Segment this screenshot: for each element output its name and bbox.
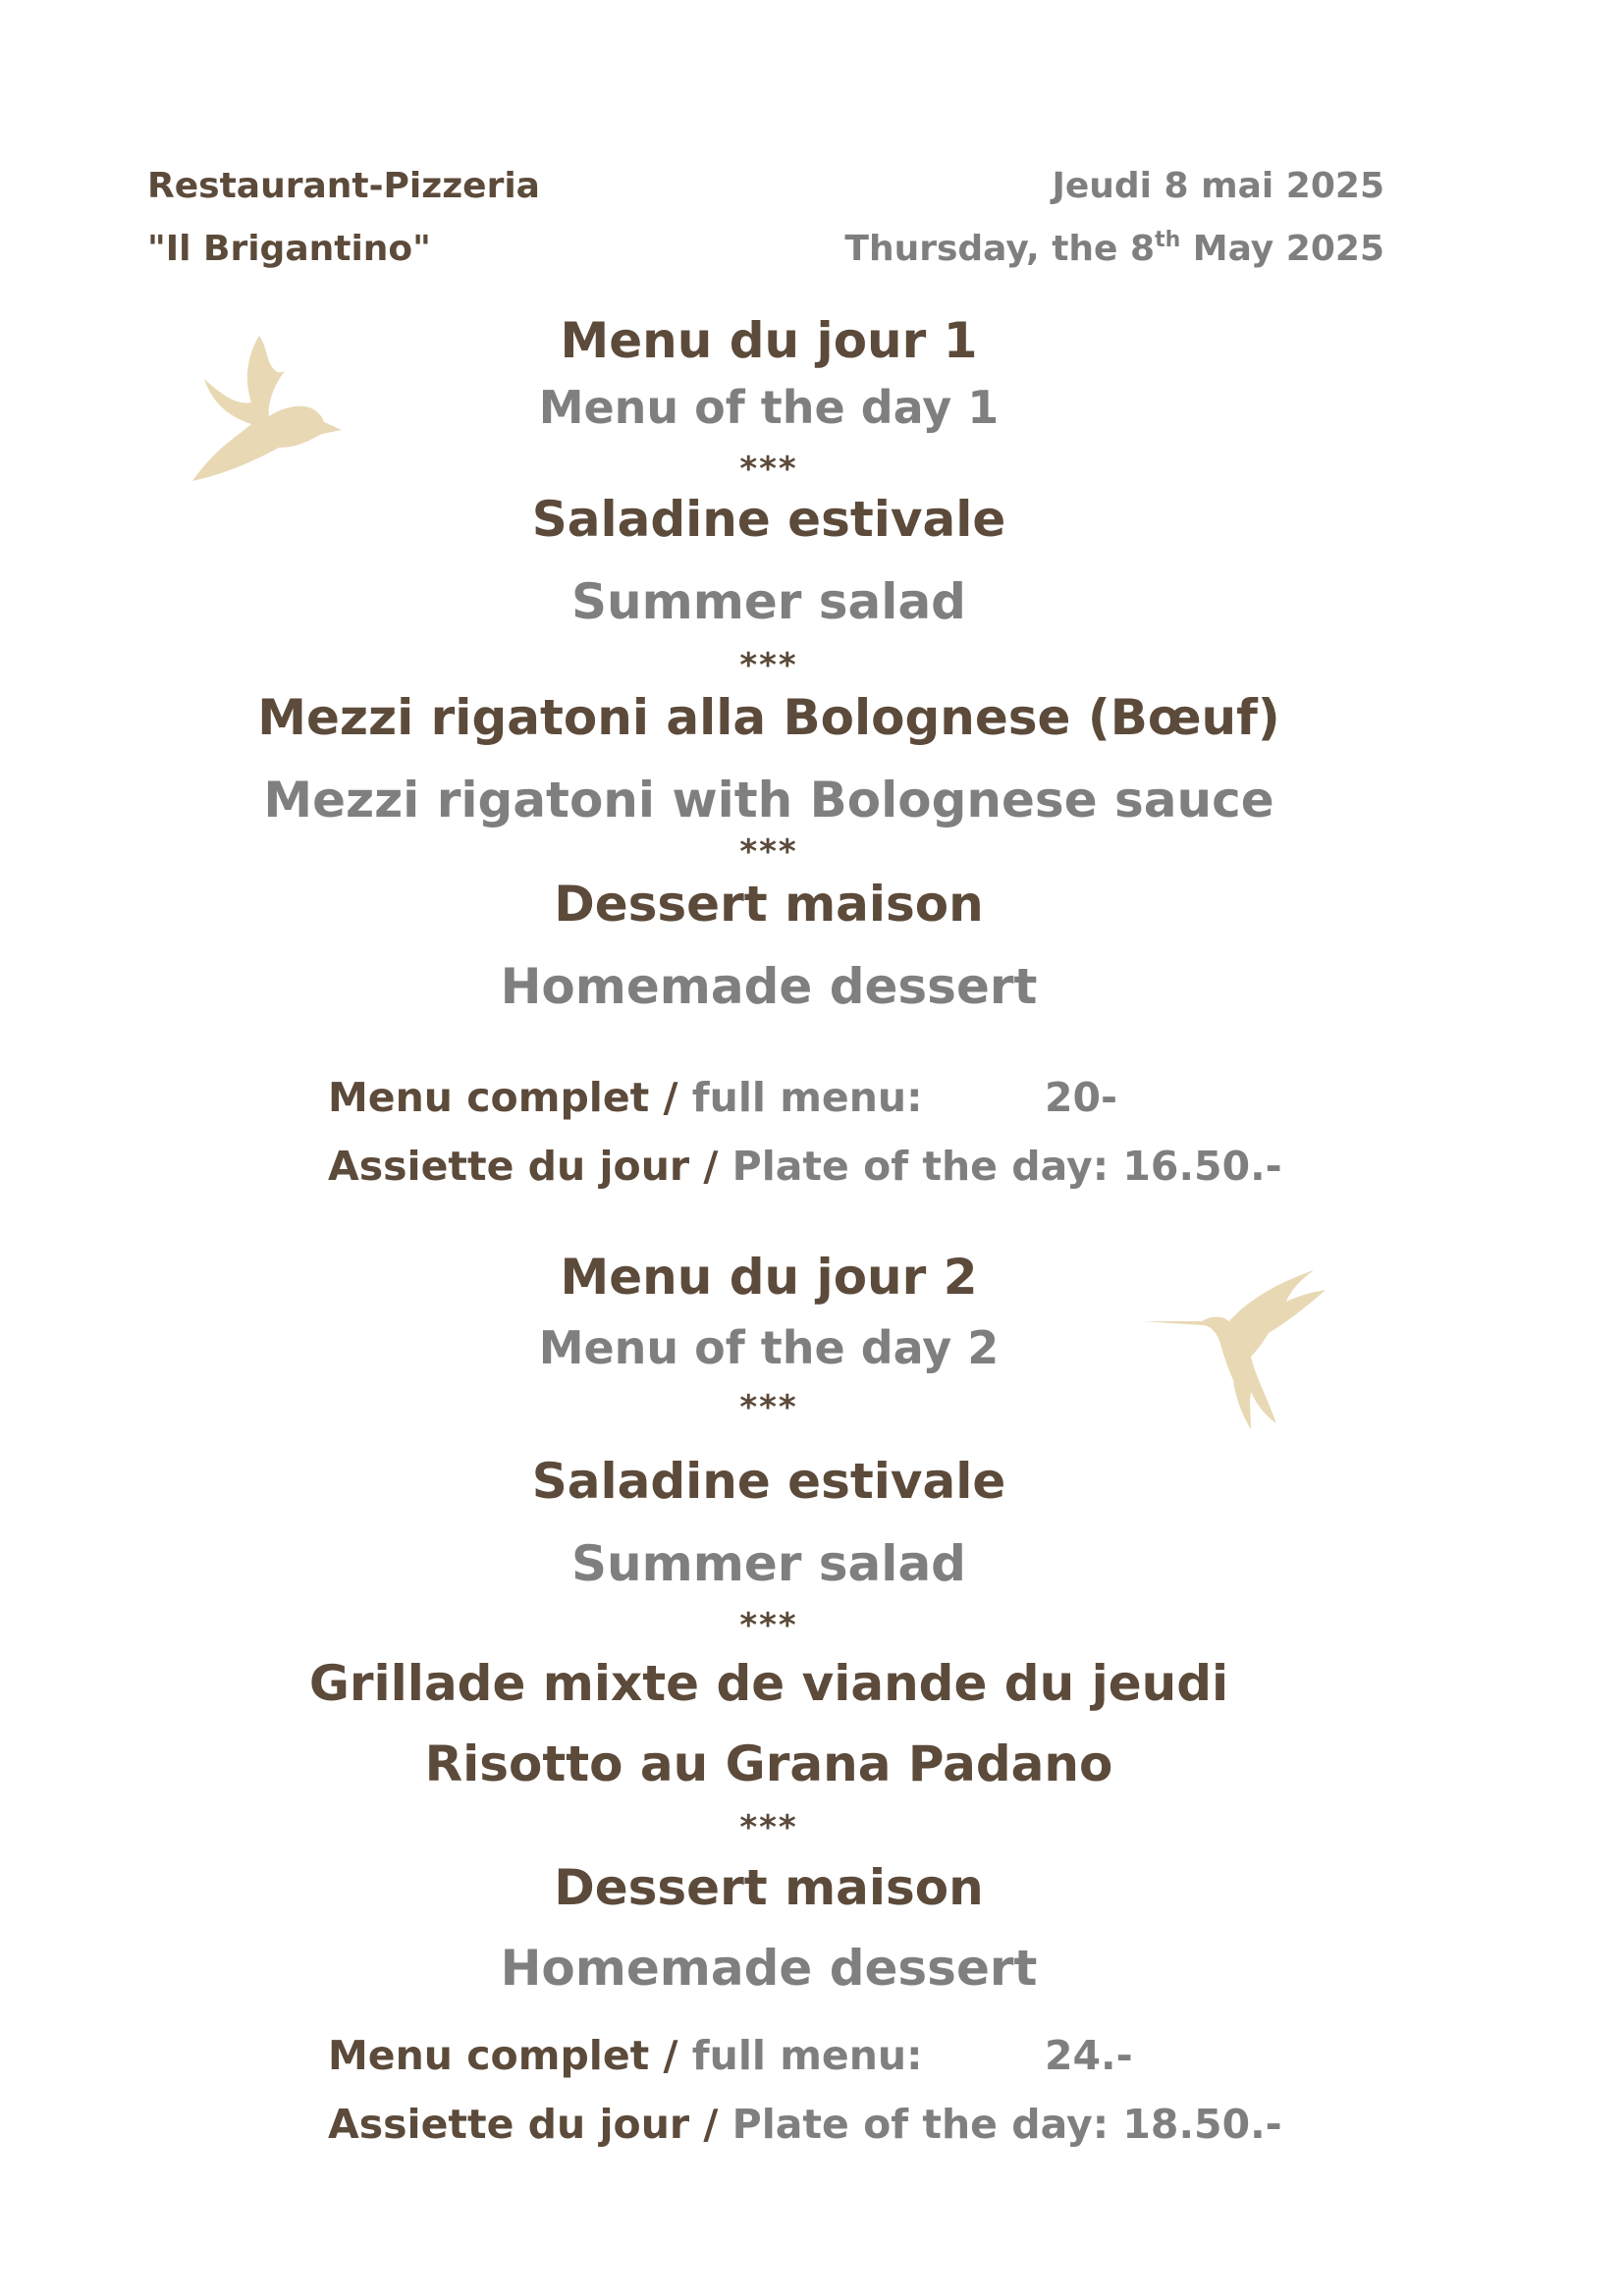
menu1-plate-price: 16.50.- (1122, 1143, 1282, 1190)
menu2-dessert-en: Homemade dessert (500, 1940, 1038, 1997)
restaurant-line2: "Il Brigantino" (147, 229, 431, 269)
menu2-full-price-row: Menu complet / full menu: 24.- (328, 2032, 1133, 2079)
menu1-separator-2: *** (739, 646, 798, 685)
menu2-starter-en: Summer salad (571, 1535, 966, 1592)
menu2-plate-price: 18.50.- (1122, 2101, 1282, 2148)
date-fr: Jeudi 8 mai 2025 (1052, 166, 1384, 206)
menu2-main-line1: Grillade mixte de viande du jeudi (308, 1655, 1229, 1712)
menu1-separator-3: *** (739, 832, 798, 854)
restaurant-line1: Restaurant-Pizzeria (147, 166, 540, 206)
menu1-main-fr: Mezzi rigatoni alla Bolognese (Bœuf) (257, 689, 1280, 746)
menu1-full-price: 20- (1045, 1074, 1118, 1121)
menu1-starter-fr: Saladine estivale (531, 491, 1006, 548)
menu1-dessert-en: Homemade dessert (500, 958, 1038, 1015)
menu2-separator-1: *** (739, 1388, 798, 1427)
menu2-separator-3: *** (739, 1808, 798, 1847)
restaurant-name (147, 155, 540, 281)
menu1-main-en: Mezzi rigatoni with Bolognese sauce (263, 772, 1274, 828)
menu1-dessert-fr: Dessert maison (554, 876, 984, 933)
menu1-plate-price-row: Assiette du jour / Plate of the day: 16.50.- (328, 1143, 1282, 1190)
date-en: Thursday, the 8th May 2025 (844, 228, 1384, 269)
menu2-main-line2: Risotto au Grana Padano (424, 1735, 1113, 1792)
menu2-separator-2: *** (739, 1606, 798, 1645)
menu2-plate-price-row: Assiette du jour / Plate of the day: 18.50.- (328, 2101, 1282, 2148)
menu1-subtitle: Menu of the day 1 (538, 381, 1000, 434)
menu1-separator-1: *** (739, 450, 798, 489)
menu1-starter-en: Summer salad (571, 573, 966, 630)
menu2-starter-fr: Saladine estivale (531, 1453, 1006, 1510)
menu2-full-price: 24.- (1045, 2032, 1133, 2079)
menu1-full-price-row: Menu complet / full menu: 20- (328, 1074, 1118, 1121)
menu1-title: Menu du jour 1 (560, 312, 978, 369)
date-block (844, 155, 1384, 281)
menu2-dessert-fr: Dessert maison (554, 1859, 984, 1916)
menu2-title: Menu du jour 2 (560, 1249, 978, 1306)
menu2-subtitle: Menu of the day 2 (538, 1321, 1000, 1374)
